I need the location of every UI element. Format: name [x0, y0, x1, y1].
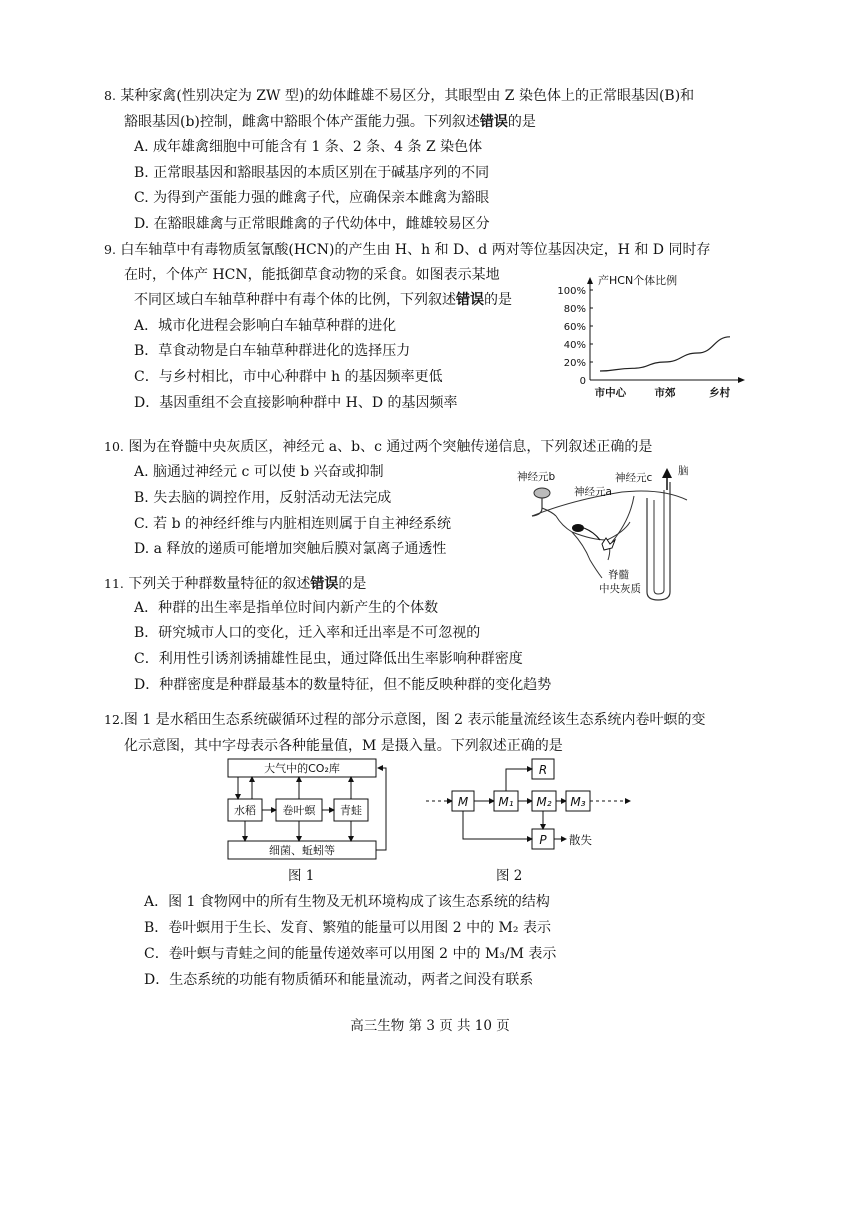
- chart-y-tick-label: 40%: [563, 340, 586, 351]
- question-12-line-2: 化示意图，其中字母表示各种能量值，M 是摄入量。下列叙述正确的是: [124, 738, 563, 754]
- option-a: A．种群的出生率是指单位时间内新产生的个体数: [134, 600, 439, 616]
- label-brain: 脑: [678, 465, 689, 477]
- label-p: P: [539, 833, 547, 847]
- figure-1-caption: 图 1: [288, 868, 315, 884]
- label-spinal-cord: 脊髓: [608, 569, 629, 581]
- chart-x-tick-label: 市郊: [654, 387, 676, 399]
- option-d: D. a 释放的递质可能增加突触后膜对氯离子通透性: [134, 541, 447, 557]
- keyword-text: 错误: [310, 576, 339, 592]
- emphasis-keyword: [456, 292, 484, 308]
- chart-x-axis-arrow: [738, 377, 745, 383]
- question-8-line-2: [124, 112, 536, 132]
- label-m3: M₃: [570, 795, 586, 809]
- question-text: 的是: [484, 292, 512, 308]
- chart-series-line: [600, 337, 730, 371]
- question-8-line-1: [104, 86, 694, 106]
- question-text: 豁眼基因(b)控制，雌禽中豁眼个体产蛋能力强。下列叙述: [124, 114, 480, 130]
- chart-y-tick-label: 60%: [563, 322, 586, 333]
- keyword-text: 错误: [456, 292, 484, 308]
- label-central-gray: 中央灰质: [599, 583, 641, 595]
- ascending-tract-inner: [654, 490, 664, 594]
- chart-y-tick-label: 20%: [563, 358, 586, 369]
- option-c: C. 为得到产蛋能力强的雌禽子代，应确保亲本雌禽为豁眼: [134, 190, 490, 206]
- chart-y-tick-label: 0: [579, 376, 586, 387]
- label-m: M: [457, 795, 469, 809]
- question-text: 图为在脊髓中央灰质区，神经元 a、b、c 通过两个突触传递信息，下列叙述正确的是: [128, 439, 653, 455]
- decomposer-label: 细菌、蚯蚓等: [269, 844, 335, 857]
- label-m1: M₁: [498, 795, 514, 809]
- option-b: B．卷叶螟用于生长、发育、繁殖的能量可以用图 2 中的 M₂ 表示: [144, 920, 551, 936]
- question-text: 白车轴草中有毒物质氢氰酸(HCN)的产生由 H、h 和 D、d 两对等位基因决定，H 和 D 同时存: [120, 242, 711, 258]
- neuron-b-fiber: [532, 498, 556, 516]
- question-11-line-1: [104, 574, 366, 594]
- chart-x-tick-label: 市中心: [594, 387, 627, 399]
- hcn-ratio-chart: [556, 268, 746, 403]
- question-text: 的是: [338, 576, 367, 592]
- label-m2: M₂: [536, 795, 552, 809]
- question-text: 图 1 是水稻田生态系统碳循环过程的部分示意图，图 2 表示能量流经该生态系统内卷叶螟的变: [123, 712, 706, 728]
- page-footer: 高三生物 第 3 页 共 10 页: [350, 1018, 510, 1034]
- option-d: D．基因重组不会直接影响种群中 H、D 的基因频率: [134, 395, 458, 411]
- chart-y-tick-label: 100%: [557, 286, 586, 297]
- label-r: R: [538, 763, 548, 777]
- question-number: 9.: [104, 242, 116, 257]
- chart-y-tick-label: 80%: [563, 304, 586, 315]
- label-neuron-b: 神经元b: [517, 471, 556, 483]
- emphasis-keyword: [310, 576, 338, 592]
- label-neuron-a: 神经元a: [574, 486, 612, 498]
- option-d: D．生态系统的功能有物质循环和能量流动，两者之间没有联系: [144, 972, 534, 988]
- option-a: A．城市化进程会影响白车轴草种群的进化: [134, 318, 397, 334]
- option-d: D. 在豁眼雄禽与正常眼雌禽的子代幼体中，雌雄较易区分: [134, 216, 490, 232]
- option-d: D．种群密度是种群最基本的数量特征，但不能反映种群的变化趋势: [134, 677, 552, 693]
- question-12-line-1: [104, 710, 706, 730]
- question-number: 12.: [104, 712, 124, 727]
- option-b: B. 失去脑的调控作用，反射活动无法完成: [134, 490, 392, 506]
- chart-x-tick-label: 乡村: [709, 387, 731, 399]
- co2-pool-label: 大气中的CO₂库: [264, 762, 340, 775]
- question-10-line-1: [104, 437, 652, 457]
- question-number: 10.: [104, 439, 124, 454]
- question-text: 某种家禽(性别决定为 ZW 型)的幼体雌雄不易区分，其眼型由 Z 染色体上的正常眼基因(B)和: [120, 88, 695, 104]
- arrow-to-brain: [662, 468, 672, 478]
- emphasis-keyword: [480, 114, 508, 130]
- carbon-cycle-figure: [220, 755, 390, 867]
- question-text: 的是: [507, 114, 536, 130]
- rice-label: 水稻: [234, 804, 256, 817]
- question-number: 8.: [104, 88, 116, 103]
- option-b: B．研究城市人口的变化，迁入率和迁出率是不可忽视的: [134, 625, 481, 641]
- question-number: 11.: [104, 576, 124, 591]
- option-b: B. 正常眼基因和豁眼基因的本质区别在于碱基序列的不同: [134, 165, 490, 181]
- chart-y-axis-label: 产HCN个体比例: [598, 274, 678, 287]
- chart-y-ticks: [557, 286, 593, 387]
- keyword-text: 错误: [479, 114, 508, 130]
- question-9-line-2: 在时，个体产 HCN，能抵御草食动物的采食。如图表示某地: [124, 267, 500, 283]
- option-c: C．与乡村相比，市中心种群中 h 的基因频率更低: [134, 369, 443, 385]
- question-text: 下列关于种群数量特征的叙述: [128, 576, 311, 592]
- neuron-b-body: [534, 488, 550, 498]
- spinal-cord-diagram: [512, 460, 712, 602]
- moth-label: 卷叶螟: [282, 804, 316, 817]
- question-9-line-1: [104, 240, 710, 260]
- neuron-a-body: [572, 524, 584, 532]
- option-a: A. 成年雄禽细胞中可能含有 1 条、2 条、4 条 Z 染色体: [134, 139, 483, 155]
- energy-flow-figure: [424, 755, 634, 855]
- question-text: 不同区域白车轴草种群中有毒个体的比例，下列叙述: [134, 292, 456, 308]
- chart-axes: [587, 277, 745, 383]
- figure-2-caption: 图 2: [496, 868, 523, 884]
- option-a: A．图 1 食物网中的所有生物及无机环境构成了该生态系统的结构: [144, 894, 550, 910]
- option-c: C．利用性引诱剂诱捕雄性昆虫，通过降低出生率影响种群密度: [134, 651, 523, 667]
- option-c: C. 若 b 的神经纤维与内脏相连则属于自主神经系统: [134, 516, 451, 532]
- label-neuron-c: 神经元c: [615, 472, 653, 484]
- ascending-tract: [647, 482, 670, 600]
- frog-label: 青蛙: [340, 804, 362, 817]
- arrow-decomp-co2: [376, 768, 386, 850]
- chart-y-axis-arrow: [587, 277, 593, 284]
- option-a: A. 脑通过神经元 c 可以使 b 兴奋或抑制: [134, 464, 384, 480]
- arrow-m1-r: [506, 769, 532, 791]
- option-b: B．草食动物是白车轴草种群进化的选择压力: [134, 343, 411, 359]
- chart-x-ticks: [595, 386, 731, 399]
- label-loss: 散失: [569, 833, 592, 847]
- arrow-m-p: [463, 811, 532, 839]
- question-9-line-3: [134, 290, 512, 310]
- option-c: C．卷叶螟与青蛙之间的能量传递效率可以用图 2 中的 M₃/M 表示: [144, 946, 557, 962]
